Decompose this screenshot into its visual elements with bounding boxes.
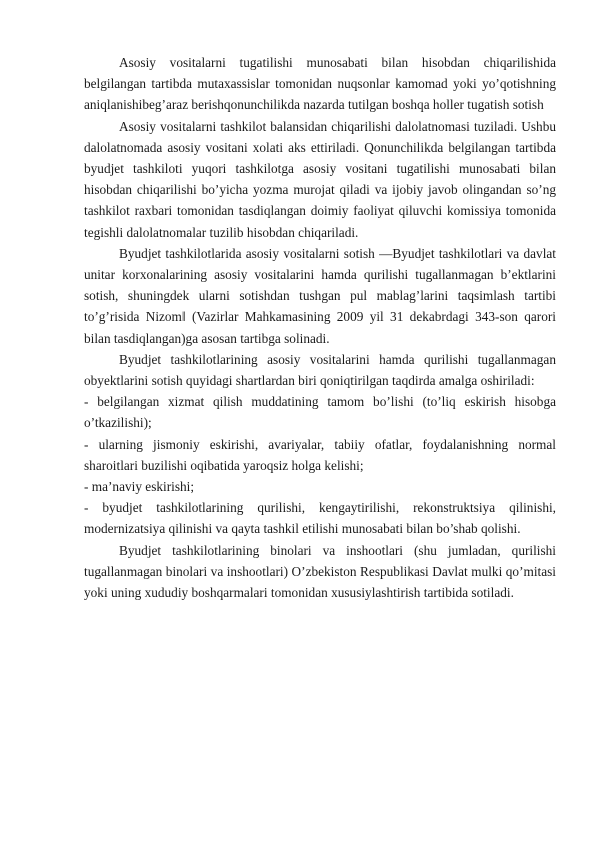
list-item: - belgilangan xizmat qilish muddatining tamom bo’lishi (to’liq eskirish hisobga o’tkazilishi); bbox=[84, 394, 556, 431]
paragraph: Byudjet tashkilotlarining binolari va inshootlari (shu jumladan, qurilishi tugallanmagan binolari va inshootlari) O’zbekiston Respublikasi Davlat mulki qo’mitasi yoki uning xududiy boshqarmalari tomonidan xususiylashtirish tartibida sotiladi. bbox=[84, 542, 556, 601]
paragraph: Byudjet tashkilotlarida asosiy vositalarni sotish ―Byudjet tashkilotlari va davlat unitar korxonalarining asosiy vositalarini hamda qurilishi tugallanmagan b’ektlarini sotish, shuningdek ularni sotishdan tushgan pul mablag’larini taqsimlash tartibi to’g’risida Nizom‖ (Vazirlar Mahkamasining 2009 yil 31 dekabrdagi 343-son qarori bilan tasdiqlangan)ga asosan tartibga solinadi. bbox=[84, 245, 556, 346]
list-item: - ularning jismoniy eskirishi, avariyalar, tabiiy ofatlar, foydalanishning normal sharoitlari buzilishi oqibatida yaroqsiz holga kelishi; bbox=[84, 436, 556, 473]
paragraph: Asosiy vositalarni tashkilot balansidan chiqarilishi dalolatnomasi tuziladi. Ushbu dalolatnomada asosiy vositani xolati aks ettiriladi. Qonunchilikda belgilangan tartibda byudjet tashkiloti yuqori tashkilotga asosiy vositani tugatilishi munosabati bilan hisobdan chiqarilishi bo’yicha yozma murojat qiladi va ijobiy javob olingandan so’ng tashkilot raxbari tomonidan tasdiqlangan doimiy faoliyat qiluvchi komissiya tomonida tegishli dalolatnomalar tuzilib hisobdan chiqariladi. bbox=[84, 118, 556, 240]
document-page bbox=[84, 52, 556, 603]
paragraph: Asosiy vositalarni tugatilishi munosabati bilan hisobdan chiqarilishida belgilangan tartibda mutaxassislar tomonidan nuqsonlar kamomad yoki yo’qotishning aniqlanishibeg’araz berishqonunchilikda nazarda tutilgan boshqa holler tugatish sotish bbox=[84, 55, 556, 113]
list-item: - ma’naviy eskirishi; bbox=[84, 479, 195, 495]
paragraph: Byudjet tashkilotlarining asosiy vositalarini hamda qurilishi tugallanmagan obyektlarini sotish quyidagi shartlardan biri qoniqtirilgan taqdirda amalga oshiriladi: bbox=[84, 351, 556, 389]
list-item: - byudjet tashkilotlarining qurilishi, kengaytirilishi, rekonstruktsiya qilinishi, modernizatsiya qilinishi va qayta tashkil etilishi munosabati bilan bo’shab qolishi. bbox=[84, 500, 556, 537]
